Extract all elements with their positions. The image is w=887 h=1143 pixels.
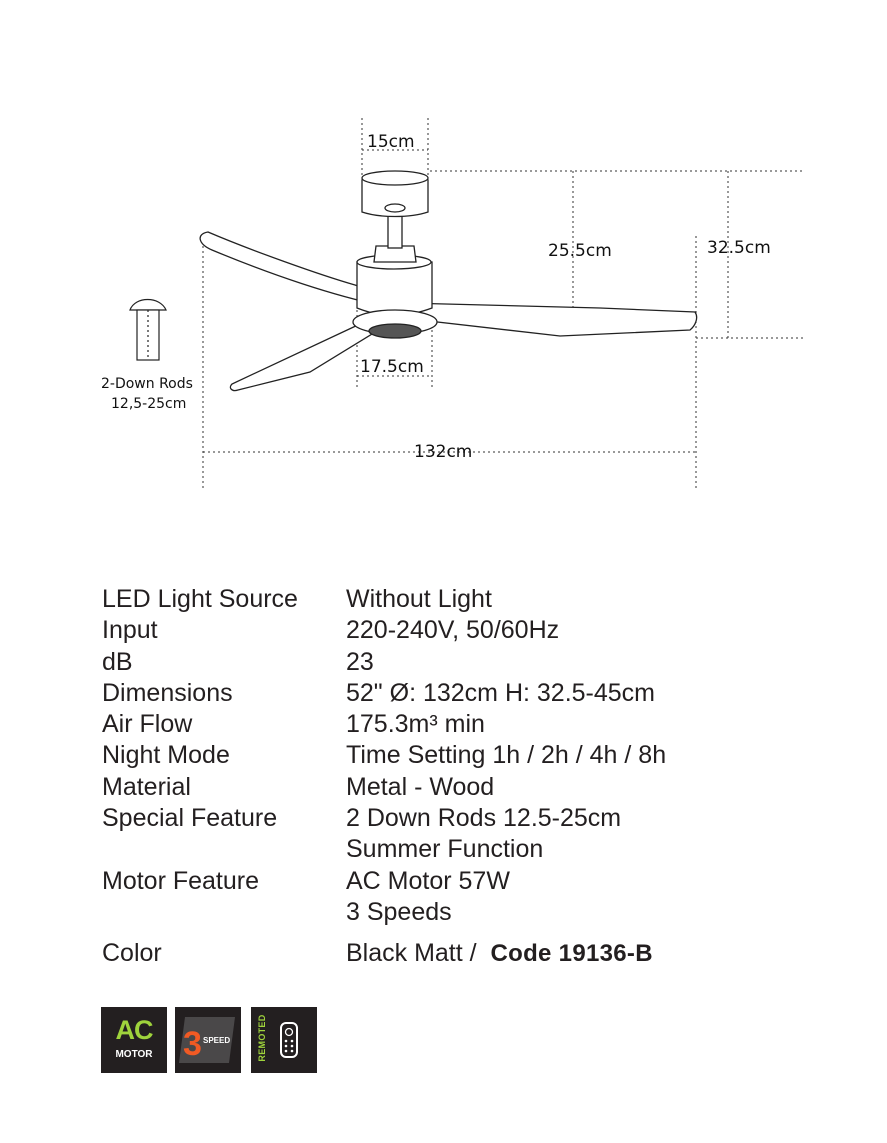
spec-row <box>102 647 862 678</box>
spec-value: Without Light <box>346 585 492 613</box>
spec-label: dB <box>102 647 133 676</box>
color-value <box>346 938 862 969</box>
dimension-guides <box>203 118 805 488</box>
spec-row <box>102 678 862 709</box>
ac-badge-subtitle: MOTOR <box>115 1049 153 1060</box>
remote-badge <box>251 1007 317 1073</box>
remote-badge-text: REMOTED <box>257 1014 267 1062</box>
product-code: Code 19136-B <box>490 940 653 968</box>
spec-value: 220-240V, 50/60Hz <box>346 616 560 645</box>
spec-label: Motor Feature <box>102 866 260 895</box>
spec-value: 2 Down Rods 12.5-25cm <box>346 804 622 833</box>
spec-label: Input <box>102 616 158 645</box>
color-name: Black Matt / <box>346 939 477 968</box>
spec-value: Summer Function <box>346 835 544 864</box>
spec-row <box>102 803 862 834</box>
spec-row <box>102 866 862 897</box>
spec-value: 52" Ø: 132cm H: 32.5-45cm <box>346 678 656 707</box>
spec-label: Special Feature <box>102 804 278 833</box>
spec-label <box>102 897 346 928</box>
fan-dimension-diagram <box>0 0 887 520</box>
color-row <box>102 938 862 969</box>
total-height-label: 32.5cm <box>707 238 771 258</box>
spec-row <box>102 709 862 740</box>
spec-label: Night Mode <box>102 741 230 770</box>
spec-value: 23 <box>346 647 374 676</box>
fan-drawing <box>200 171 697 391</box>
spec-row <box>102 584 862 615</box>
fan-diameter-label: 132cm <box>414 442 473 462</box>
spec-value: Time Setting 1h / 2h / 4h / 8h <box>346 741 667 770</box>
spec-value: Metal - Wood <box>346 772 495 801</box>
spec-row <box>102 834 862 865</box>
spec-row <box>102 615 862 646</box>
spec-label: Material <box>102 772 191 801</box>
ac-motor-badge <box>101 1007 167 1073</box>
spec-row <box>102 897 862 928</box>
spec-row <box>102 772 862 803</box>
spec-label <box>102 834 346 865</box>
ac-badge-title: AC <box>115 1015 153 1045</box>
spec-label: Dimensions <box>102 678 233 707</box>
spec-value: AC Motor 57W <box>346 866 510 895</box>
downrod-icon <box>130 300 166 361</box>
speed-badge-graphic <box>175 1007 241 1073</box>
canopy-width-label: 15cm <box>367 132 415 152</box>
spec-row <box>102 740 862 771</box>
downrods-range: 12,5-25cm <box>111 396 187 412</box>
spec-value: 3 Speeds <box>346 897 452 926</box>
spec-label: Air Flow <box>102 710 193 739</box>
three-speed-badge <box>175 1007 241 1073</box>
downrods-label: 2-Down Rods <box>101 376 193 392</box>
motor-diameter-label: 17.5cm <box>360 357 424 377</box>
motor-height-label: 25.5cm <box>548 241 612 261</box>
speed-number: 3 <box>183 1025 202 1063</box>
color-label: Color <box>102 939 162 968</box>
spec-table <box>102 584 862 970</box>
remote-icon <box>251 1007 317 1073</box>
spec-label: LED Light Source <box>102 585 298 613</box>
speed-text: SPEED <box>203 1036 231 1045</box>
spec-value: 175.3m³ min <box>346 710 485 739</box>
